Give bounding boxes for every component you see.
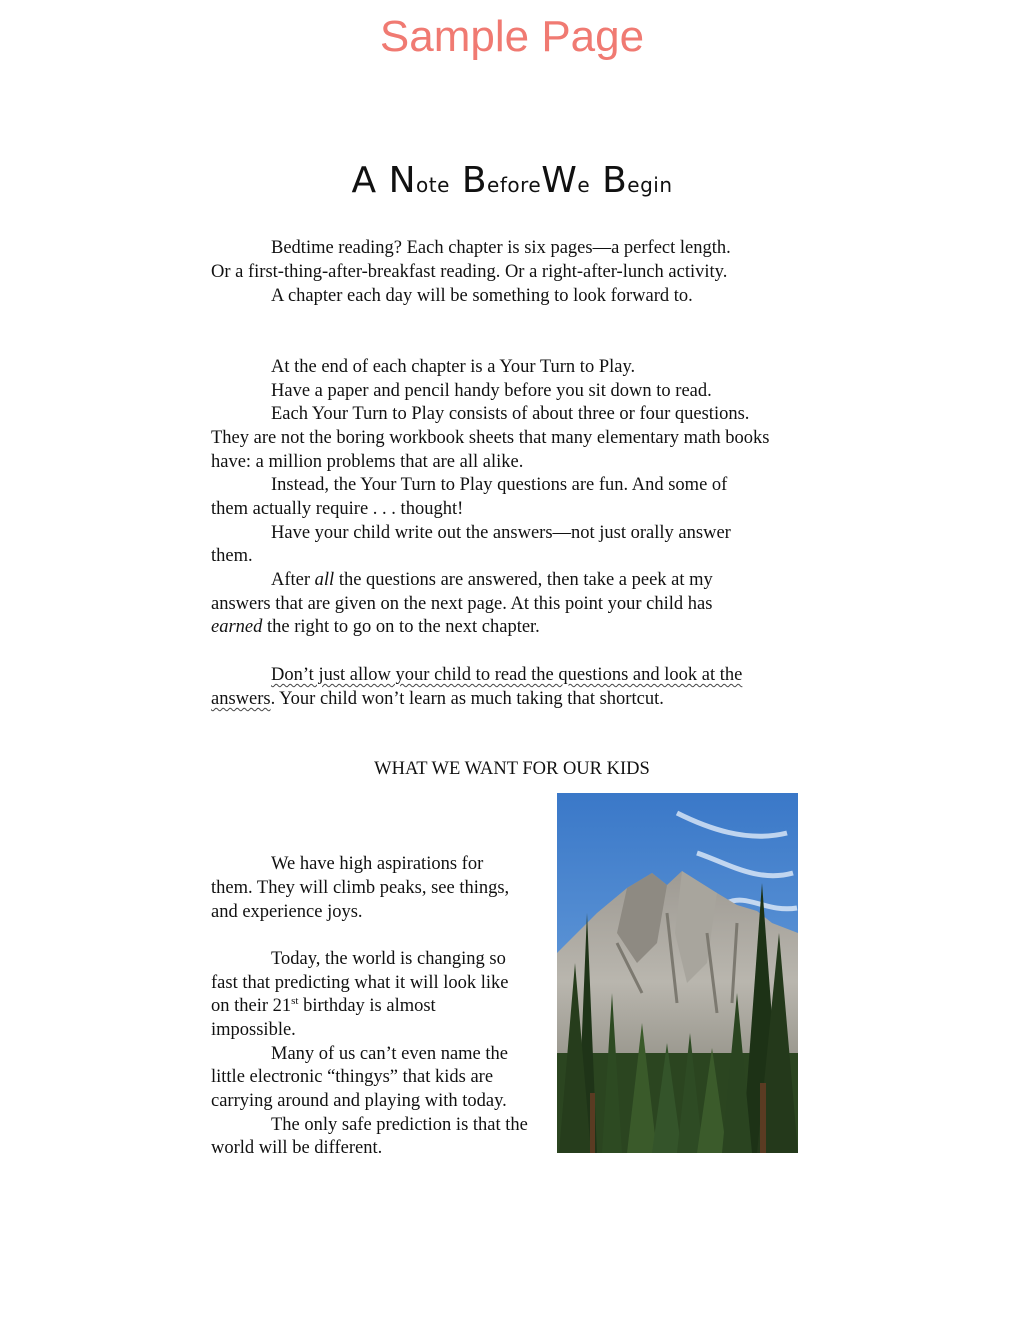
mountain-forest-photo — [557, 793, 798, 1153]
title-rest: e — [577, 173, 591, 197]
title-cap: N — [388, 160, 416, 201]
text-line — [271, 569, 713, 593]
text-run: the questions are answered, then take a peek at my — [334, 570, 713, 590]
text-line — [211, 616, 540, 640]
section-heading: WHAT WE WANT FOR OUR KIDS — [374, 759, 650, 779]
title-cap: W — [541, 160, 578, 201]
text-line: Have your child write out the answers—not just orally answer — [271, 523, 731, 543]
text-line: little electronic “thingys” that kids are — [211, 1067, 494, 1087]
emphasis-text: earned — [211, 617, 263, 637]
text-line: have: a million problems that are all alike. — [211, 452, 524, 472]
mountain-forest-illustration — [557, 793, 798, 1153]
text-line: Today, the world is changing so — [271, 949, 506, 969]
superscript: st — [291, 994, 299, 1007]
text-run: After — [271, 570, 315, 590]
text-line: We have high aspirations for — [271, 854, 484, 874]
text-line: fast that predicting what it will look like — [211, 973, 509, 993]
text-line: them. They will climb peaks, see things, — [211, 878, 510, 898]
text-line — [211, 688, 664, 712]
text-line: Each Your Turn to Play consists of about three or four questions. — [271, 404, 750, 424]
text-line: A chapter each day will be something to look forward to. — [271, 286, 693, 306]
text-line: Many of us can’t even name the — [271, 1044, 508, 1064]
text-line — [211, 995, 436, 1019]
title-rest: egin — [627, 173, 673, 197]
text-line: Have a paper and pencil handy before you sit down to read. — [271, 381, 712, 401]
text-line: At the end of each chapter is a Your Turn to Play. — [271, 357, 636, 377]
text-line: impossible. — [211, 1020, 296, 1040]
title-rest: efore — [487, 173, 542, 197]
text-line: Instead, the Your Turn to Play questions are fun. And some of — [271, 475, 728, 495]
text-run: birthday is almost — [298, 996, 436, 1016]
text-line: world will be different. — [211, 1138, 383, 1158]
title-cap: B — [461, 160, 488, 201]
text-run: answers — [211, 689, 271, 709]
text-line: Or a first-thing-after-breakfast reading. Or a right-after-lunch activity. — [211, 262, 728, 282]
title-rest: ote — [416, 173, 450, 197]
text-line: and experience joys. — [211, 902, 363, 922]
text-line: answers that are given on the next page. At this point your child has — [211, 594, 713, 614]
text-line: them. — [211, 546, 253, 566]
page-title — [0, 160, 1024, 201]
title-cap: A — [351, 160, 377, 201]
text-line: They are not the boring workbook sheets that many elementary math books — [211, 428, 770, 448]
text-line: The only safe prediction is that the — [271, 1115, 528, 1135]
title-cap: B — [602, 160, 628, 201]
text-line: carrying around and playing with today. — [211, 1091, 507, 1111]
text-line: Don’t just allow your child to read the questions and look at the — [271, 665, 743, 685]
emphasis-text: all — [314, 570, 335, 590]
text-line: them actually require . . . thought! — [211, 499, 464, 519]
text-run: the right to go on to the next chapter. — [262, 617, 540, 637]
text-run: . Your child won’t learn as much taking that shortcut. — [270, 689, 664, 709]
text-run: on their 21 — [211, 996, 292, 1016]
sample-page-watermark: Sample Page — [379, 12, 645, 61]
text-line: Bedtime reading? Each chapter is six pages—a perfect length. — [271, 238, 731, 258]
